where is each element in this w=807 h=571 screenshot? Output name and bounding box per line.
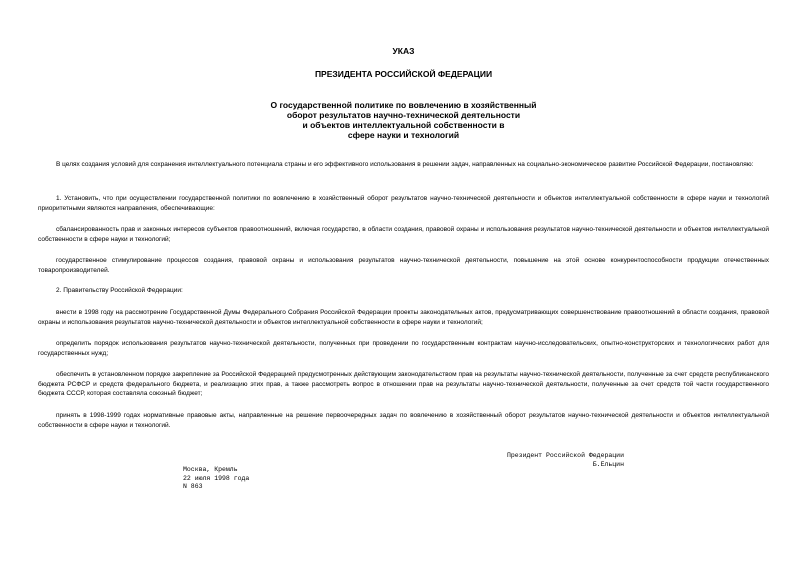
document-title bbox=[0, 100, 807, 140]
issuer-heading: ПРЕЗИДЕНТА РОССИЙСКОЙ ФЕДЕРАЦИИ bbox=[314, 69, 493, 79]
paragraph-item-2-c: обеспечить в установленном порядке закрепление за Российской Федерацией предусмотренных действующим законодательством прав на результаты научно-технической деятельности, полученные за счет средств республиканского бюджета РСФСР и средств федерального бюджета, и реализацию этих прав, а также рассмотреть вопрос в отношении прав на результаты научно-технической деятельности, полученные за счет средств той части государственного бюджета СССР, которая составляла союзный бюджет; bbox=[38, 371, 769, 397]
place: Москва, Кремль bbox=[183, 466, 238, 473]
paragraph-preamble: В целях создания условий для сохранения интеллектуального потенциала страны и его эффективного использования в решении задач, направленных на социально-экономическое развитие Российской Федерации, постановляю: bbox=[56, 161, 754, 168]
decree-heading: УКАЗ bbox=[392, 46, 415, 56]
signature-name: Б.Ельцин bbox=[592, 460, 624, 468]
paragraph-item-1-b: государственное стимулирование процессов создания, правовой охраны и использования результатов научно-технической деятельности, повышение на этой основе конкурентоспособности продукции отечественных товаропроизводителей. bbox=[38, 257, 769, 274]
date: 22 июля 1998 года bbox=[183, 474, 250, 482]
document-title-line: О государственной политике по вовлечению в хозяйственный bbox=[270, 100, 537, 110]
document-title-line: оборот результатов научно-технической деятельности bbox=[286, 110, 521, 120]
place-date-block bbox=[183, 466, 249, 492]
paragraph-item-2-a: внести в 1998 году на рассмотрение Государственной Думы Федерального Собрания Российской Федерации проекты законодательных актов, предусматривающих совершенствование правоотношений в области создания, правовой охраны и использования результатов научно-технической деятельности и объектов интеллектуальной собственности в сфере науки и технологий; bbox=[38, 309, 769, 326]
paragraph-item-2: 2. Правительству Российской Федерации: bbox=[56, 287, 183, 294]
document-title-line: сфере науки и технологий bbox=[347, 130, 460, 140]
signature-block bbox=[507, 452, 624, 469]
paragraph-item-1: 1. Установить, что при осуществлении государственной политики по вовлечению в хозяйственный оборот результатов научно-технической деятельности и объектов интеллектуальной собственности в сфере науки и технологий приоритетными являются направления, обеспечивающие: bbox=[38, 195, 769, 212]
document-title-line: и объектов интеллектуальной собственности в bbox=[302, 120, 505, 130]
paragraph-item-1-a: сбалансированность прав и законных интересов субъектов правоотношений, включая государство, в области создания, правовой охраны и использования результатов научно-технической деятельности и объектов интеллектуальной собственности в сфере науки и технологий; bbox=[38, 226, 769, 243]
signature-position: Президент Российской Федерации bbox=[506, 452, 624, 459]
paragraph-item-2-b: определить порядок использования результатов научно-технической деятельности, полученных при проведении по государственным контрактам научно-исследовательских, опытно-конструкторских и технологических работ для государственных нужд; bbox=[38, 340, 769, 357]
paragraph-item-2-d: принять в 1998-1999 годах нормативные правовые акты, направленные на решение первоочередных задач по вовлечению в хозяйственный оборот результатов научно-технической деятельности и объектов интеллектуальной собственности в сфере науки и технологий. bbox=[38, 412, 769, 429]
decree-number: N 863 bbox=[183, 483, 203, 490]
